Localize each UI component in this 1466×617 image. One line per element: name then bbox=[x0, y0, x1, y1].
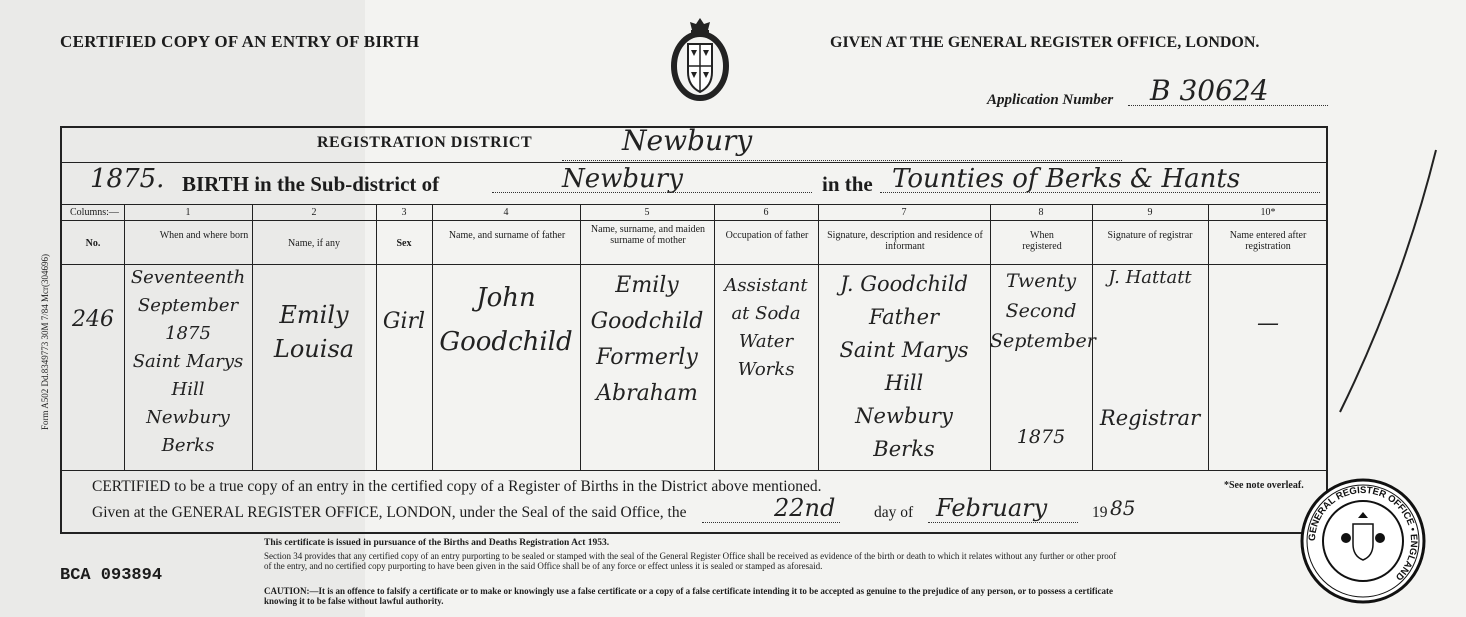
certified-day: 22nd bbox=[774, 494, 836, 522]
mother-line: Formerly bbox=[596, 345, 698, 370]
certificate-serial: BCA 093894 bbox=[60, 566, 163, 585]
header-registrar: Signature of registrar bbox=[1107, 230, 1193, 241]
registered-line: 1875 bbox=[1016, 426, 1066, 448]
entry-occupation bbox=[714, 272, 818, 384]
informant-line: Newbury bbox=[855, 404, 953, 428]
when-where-line: Saint Marys bbox=[132, 351, 244, 372]
name-line: Emily bbox=[279, 301, 349, 329]
district-dotted-line bbox=[562, 160, 1122, 161]
entry-number: 246 bbox=[72, 307, 114, 332]
column-number: 9 bbox=[1147, 207, 1153, 218]
father-line: John bbox=[476, 283, 536, 313]
caution-note: CAUTION:—It is an offence to falsify a certificate or to make or knowingly use a false certificate or a copy of a false certificate intending it to be accepted as genuine to the prejudice of any person, or to possess a certificate knowing it to be false without lawful authority. bbox=[264, 586, 1114, 606]
when-where-line: 1875 bbox=[165, 323, 211, 344]
registered-line: Twenty bbox=[1005, 270, 1077, 292]
occupation-line: at Soda bbox=[731, 303, 801, 324]
registered-line: September bbox=[990, 330, 1096, 352]
registered-line: Second bbox=[1005, 300, 1077, 322]
entry-year: 1875. bbox=[90, 164, 165, 194]
subdistrict-line bbox=[492, 192, 812, 193]
occupation-line: Water bbox=[738, 331, 794, 352]
column-number: 7 bbox=[901, 207, 907, 218]
subdistrict-value: Newbury bbox=[562, 164, 683, 194]
certified-statement: CERTIFIED to be a true copy of an entry in the certified copy of a Register of Births in the District above mentioned. bbox=[92, 478, 822, 495]
entry-mother bbox=[580, 268, 714, 412]
columns-label: Columns:— bbox=[70, 207, 119, 218]
when-where-line: Seventeenth bbox=[130, 267, 246, 288]
see-note-overleaf: *See note overleaf. bbox=[1224, 480, 1304, 491]
signature-stroke-icon bbox=[1332, 146, 1442, 416]
certified-year-prefix: 19 bbox=[1092, 504, 1108, 521]
informant-line: Father bbox=[868, 305, 940, 329]
column-number: 10* bbox=[1260, 207, 1276, 218]
seal-text: GENERAL REGISTER OFFICE • ENGLAND bbox=[1306, 484, 1420, 583]
when-where-line: Berks bbox=[161, 435, 215, 456]
header-when-where: When and where born bbox=[159, 230, 249, 241]
when-where-line: Newbury bbox=[146, 407, 230, 428]
column-number: 3 bbox=[401, 207, 407, 218]
registration-district-label: REGISTRATION DISTRICT bbox=[317, 134, 533, 151]
certificate-title: CERTIFIED COPY OF AN ENTRY OF BIRTH bbox=[60, 32, 420, 51]
day-of-label: day of bbox=[874, 504, 914, 521]
when-where-line: Hill bbox=[171, 379, 205, 400]
county-label: in the bbox=[822, 172, 873, 196]
informant-line: J. Goodchild bbox=[840, 272, 968, 296]
general-register-office-seal-icon bbox=[1300, 478, 1426, 604]
header-no: No. bbox=[85, 238, 101, 249]
header-occupation: Occupation of father bbox=[725, 230, 809, 241]
royal-crest-icon bbox=[664, 14, 736, 106]
application-number-value: B 30624 bbox=[1150, 74, 1269, 107]
act-note: This certificate is issued in pursuance of the Births and Deaths Registration Act 1953. bbox=[264, 538, 610, 548]
informant-line: Saint Marys Hill bbox=[839, 338, 969, 395]
entry-when-where bbox=[124, 264, 252, 460]
entry-registrar-title: Registrar bbox=[1099, 406, 1201, 430]
header-mother: Name, surname, and maiden surname of mother bbox=[590, 224, 706, 246]
entry-father bbox=[432, 276, 580, 364]
header-registered: When registered bbox=[1022, 230, 1062, 252]
month-line bbox=[928, 522, 1078, 523]
section34-note: Section 34 provides that any certified copy of an entry purporting to be sealed or stamped with the seal of the General Register Office shall be received as evidence of the birth or death to which it relates without any further or other proof of the entry, and no certified copy purporting to have been given in the said Office shall be of any force or effect unless it is sealed or stamped as aforesaid. bbox=[264, 551, 1117, 571]
header-father: Name, and surname of father bbox=[448, 230, 566, 241]
application-number-label: Application Number bbox=[987, 92, 1114, 108]
certified-month: February bbox=[936, 494, 1048, 522]
registration-district-value: Newbury bbox=[622, 124, 753, 157]
day-line bbox=[702, 522, 840, 523]
header-after-registration: Name entered after registration bbox=[1229, 230, 1307, 252]
mother-line: Goodchild bbox=[590, 309, 704, 334]
column-number: 2 bbox=[311, 207, 317, 218]
entry-sex: Girl bbox=[382, 309, 426, 334]
rule bbox=[62, 470, 1328, 471]
mother-line: Emily bbox=[615, 273, 679, 298]
entry-after-registration: — bbox=[1257, 311, 1279, 336]
informant-line: Berks bbox=[873, 437, 935, 461]
entry-name bbox=[252, 298, 376, 366]
column-number: 4 bbox=[503, 207, 509, 218]
rule bbox=[62, 162, 1328, 163]
entry-registered bbox=[990, 266, 1096, 452]
occupation-line: Assistant bbox=[724, 275, 808, 296]
entry-informant bbox=[818, 268, 990, 466]
father-line: Goodchild bbox=[439, 327, 573, 357]
header-name: Name, if any bbox=[288, 238, 340, 249]
given-at-heading: GIVEN AT THE GENERAL REGISTER OFFICE, LONDON. bbox=[830, 34, 1260, 51]
column-number: 6 bbox=[763, 207, 769, 218]
form-code: Form A502 Dd.8349773 30M 7/84 Mcr(304696) bbox=[40, 254, 50, 430]
header-sex: Sex bbox=[396, 238, 412, 249]
entry-registrar-signature: J. Hattatt bbox=[1108, 267, 1192, 288]
when-where-line: September bbox=[137, 295, 239, 316]
column-number: 8 bbox=[1038, 207, 1044, 218]
certified-year-suffix: 85 bbox=[1110, 496, 1136, 520]
given-at-statement: Given at the GENERAL REGISTER OFFICE, LONDON, under the Seal of the said Office, the bbox=[92, 504, 687, 521]
column-number: 5 bbox=[644, 207, 650, 218]
occupation-line: Works bbox=[737, 359, 795, 380]
county-value: Tounties of Berks & Hants bbox=[892, 164, 1241, 194]
column-number: 1 bbox=[185, 207, 191, 218]
register-entry-frame bbox=[60, 126, 1328, 534]
mother-line: Abraham bbox=[596, 381, 698, 406]
header-informant: Signature, description and residence of informant bbox=[827, 230, 983, 252]
name-line: Louisa bbox=[273, 335, 355, 363]
subdistrict-label: BIRTH in the Sub-district of bbox=[182, 172, 440, 196]
county-line bbox=[880, 192, 1320, 193]
